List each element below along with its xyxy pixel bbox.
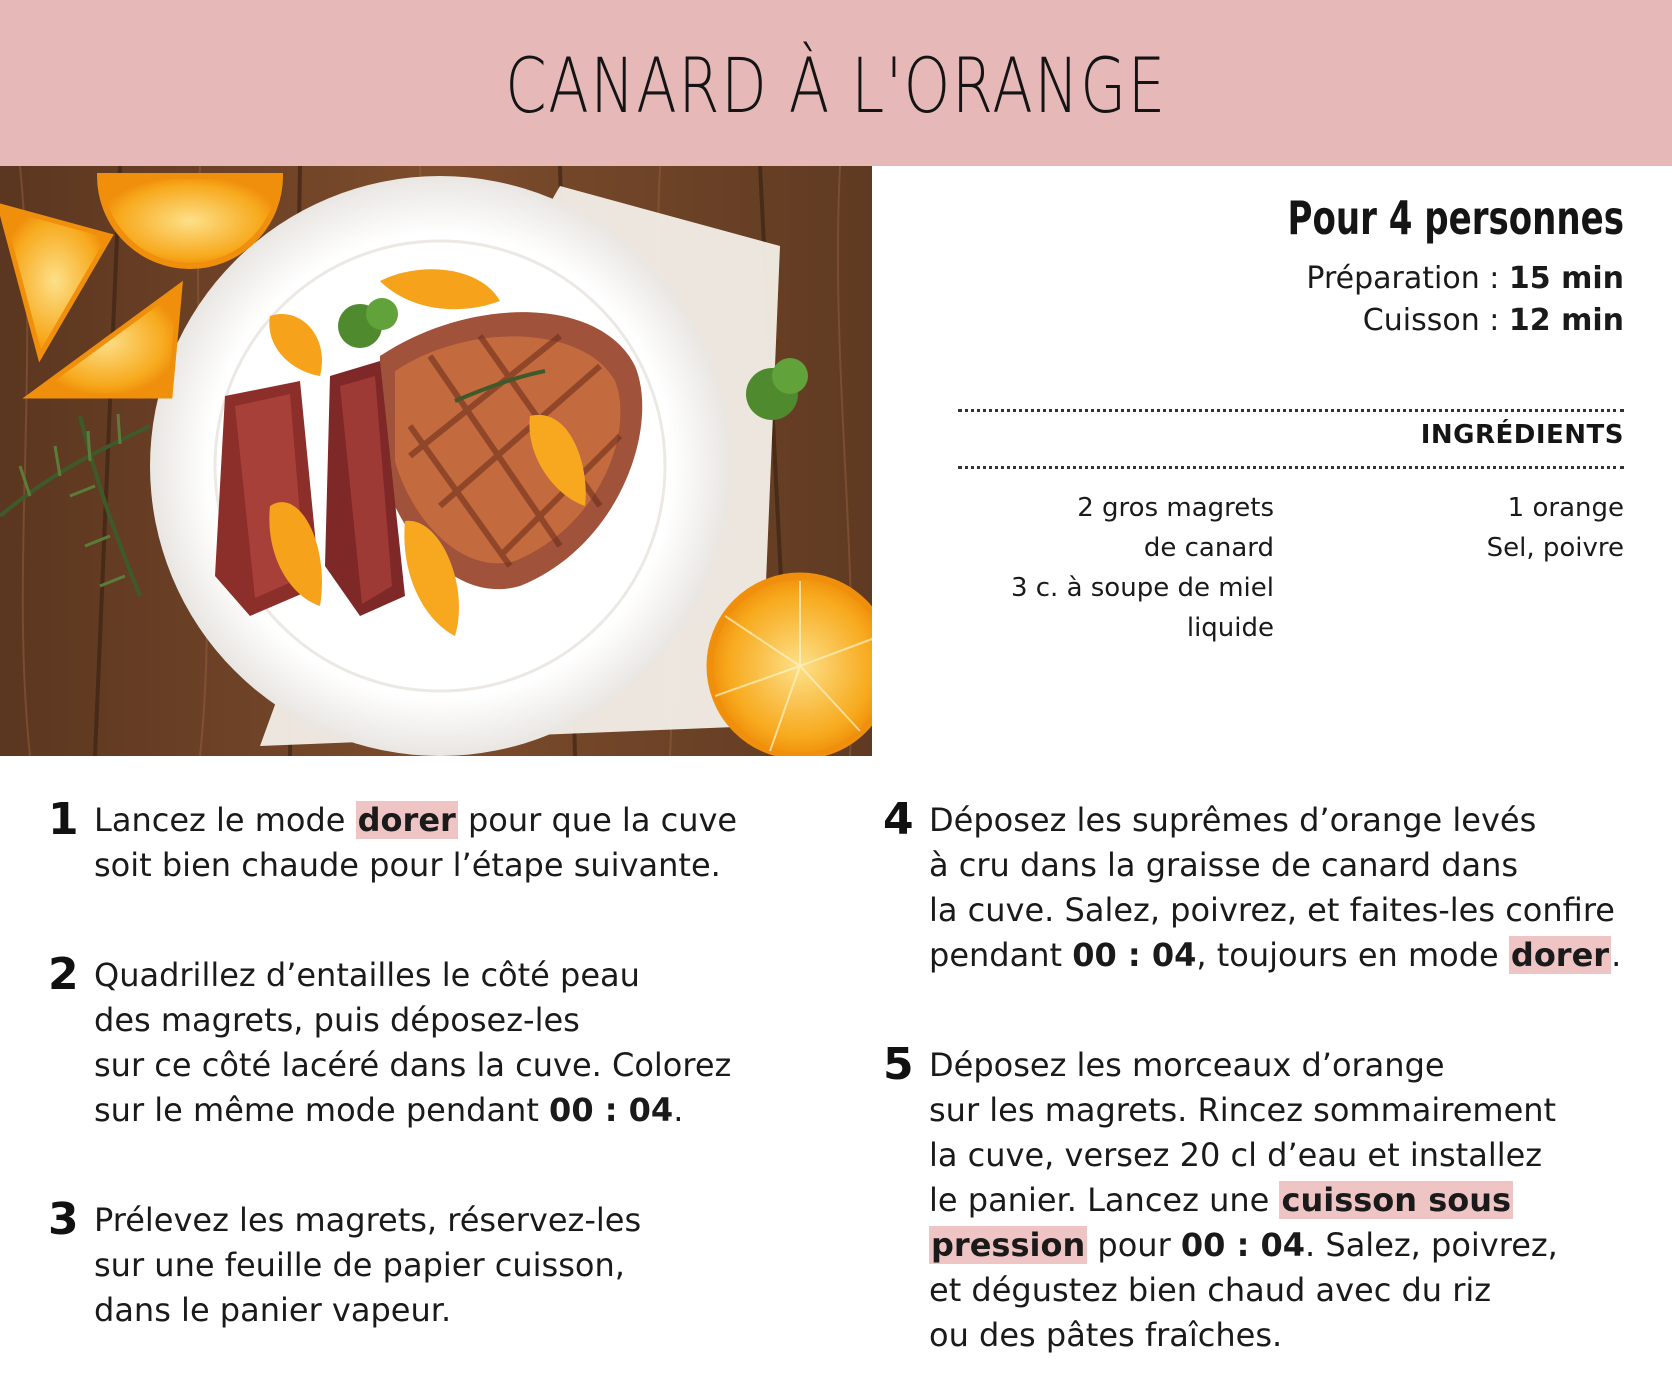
step-text-segment: Déposez les suprêmes d’orange levés: [929, 801, 1537, 839]
step-line: [94, 1243, 784, 1288]
step-line: [929, 1223, 1619, 1268]
ingredient-line: 3 c. à soupe de miel: [1010, 573, 1274, 603]
step-line: [94, 798, 784, 843]
step-text-segment: Lancez le mode: [94, 801, 356, 839]
step-line: [94, 843, 784, 888]
cook-value: 12 min: [1508, 303, 1624, 338]
step-line: [929, 1088, 1619, 1133]
ingredients-title: INGRÉDIENTS: [1420, 420, 1624, 450]
step-text: [929, 1043, 1619, 1358]
step-text-segment: sur les magrets. Rincez sommairement: [929, 1091, 1557, 1129]
step-text-segment: . Salez, poivrez,: [1305, 1226, 1558, 1264]
step-text-segment: le panier. Lancez une: [929, 1181, 1280, 1219]
ingredients-column-1: [958, 488, 1274, 648]
title-banner: [0, 0, 1672, 166]
cook-time: [958, 300, 1624, 342]
step-text-segment: Déposez les morceaux d’orange: [929, 1046, 1445, 1084]
step-line: [929, 1043, 1619, 1088]
step-line: [929, 798, 1619, 843]
step-text: [94, 1198, 784, 1333]
step-line: [94, 953, 784, 998]
step-text-segment: pendant: [929, 936, 1073, 974]
dish-photo: [0, 166, 872, 756]
recipe-info: [958, 190, 1624, 342]
time-value: 00 : 04: [1072, 936, 1197, 974]
servings: Pour 4 personnes: [1287, 191, 1624, 245]
step-number: 2: [48, 949, 79, 1000]
prep-value: 15 min: [1508, 261, 1624, 296]
time-value: 00 : 04: [1180, 1226, 1306, 1264]
step-text: [94, 798, 784, 888]
time-value: 00 : 04: [549, 1091, 674, 1129]
step-text-segment: sur une feuille de papier cuisson,: [94, 1246, 625, 1284]
step-number: 1: [48, 794, 79, 845]
step-line: [929, 1133, 1619, 1178]
step-text-segment: la cuve. Salez, poivrez, et faites-les confire: [929, 891, 1615, 929]
highlighted-term: cuisson sous: [1281, 1181, 1512, 1219]
step-text-segment: la cuve, versez 20 cl d’eau et installez: [929, 1136, 1543, 1174]
highlighted-term: dorer: [1510, 936, 1610, 974]
step-text-segment: dans le panier vapeur.: [94, 1291, 452, 1329]
step-text: [929, 798, 1622, 978]
step-number: 5: [883, 1039, 914, 1090]
prep-time: [958, 258, 1624, 300]
step-number: 3: [48, 1194, 79, 1245]
step-line: [929, 1313, 1619, 1358]
step-text-segment: sur ce côté lacéré dans la cuve. Colorez: [94, 1046, 732, 1084]
step-line: [929, 1178, 1619, 1223]
step-text-segment: à cru dans la graisse de canard dans: [929, 846, 1519, 884]
step-text-segment: des magrets, puis déposez-les: [94, 1001, 580, 1039]
highlighted-term: pression: [931, 1226, 1086, 1264]
step-line: [94, 1288, 784, 1333]
step-text-segment: Prélevez les magrets, réservez-les: [94, 1201, 642, 1239]
step-text-segment: pour: [1087, 1226, 1181, 1264]
duck-breast-orange-plate-photo: [0, 166, 872, 756]
step-line: [929, 933, 1622, 978]
divider-bottom: [958, 466, 1624, 469]
ingredient-line: Sel, poivre: [1486, 533, 1624, 563]
highlighted-term: dorer: [357, 801, 456, 839]
step-line: [94, 998, 784, 1043]
step-line: [929, 888, 1619, 933]
step-line: [94, 1198, 784, 1243]
step-text: [94, 953, 784, 1133]
step-text-segment: soit bien chaude pour l’étape suivante.: [94, 846, 721, 884]
step-number: 4: [883, 794, 914, 845]
cook-label: Cuisson :: [1362, 303, 1509, 338]
step-text-segment: .: [1611, 936, 1622, 974]
ingredient-line: de canard: [1143, 533, 1274, 563]
divider-top: [958, 409, 1624, 412]
step-text-segment: , toujours en mode: [1196, 936, 1509, 974]
step-text-segment: et dégustez bien chaud avec du riz: [929, 1271, 1492, 1309]
step-text-segment: ou des pâtes fraîches.: [929, 1316, 1283, 1354]
step-text-segment: Quadrillez d’entailles le côté peau: [94, 956, 640, 994]
step-text-segment: .: [673, 1091, 684, 1129]
step-line: [929, 1268, 1619, 1313]
recipe-title: CANARD À L'ORANGE: [505, 40, 1167, 130]
step-line: [94, 1043, 784, 1088]
ingredient-line: 2 gros magrets: [1077, 493, 1274, 523]
step-line: [929, 843, 1619, 888]
step-line: [94, 1088, 784, 1133]
prep-label: Préparation :: [1306, 261, 1509, 296]
ingredient-line: 1 orange: [1507, 493, 1624, 523]
ingredients-column-2: [1330, 488, 1624, 568]
step-text-segment: sur le même mode pendant: [94, 1091, 550, 1129]
ingredient-line: liquide: [1186, 613, 1274, 643]
step-text-segment: pour que la cuve: [457, 801, 738, 839]
